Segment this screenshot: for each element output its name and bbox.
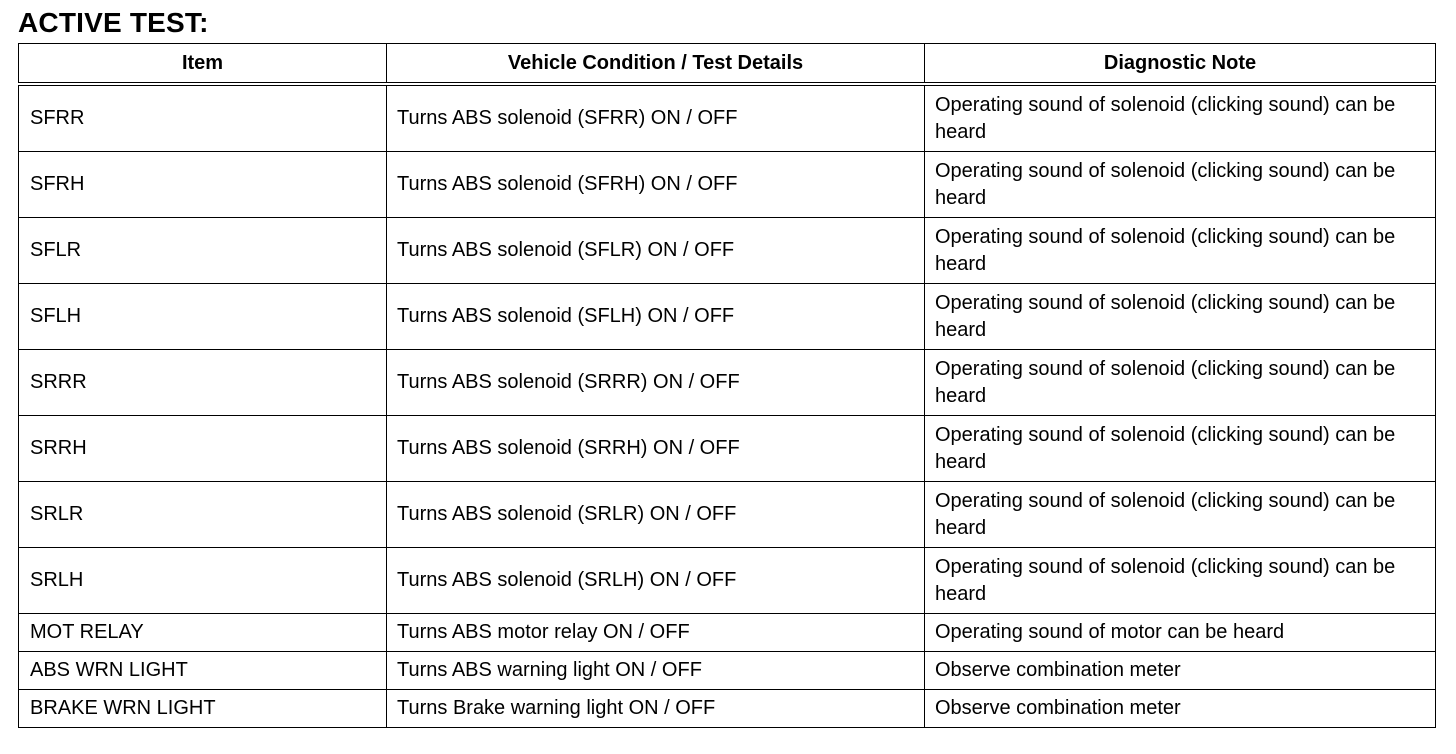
column-header-item: Item <box>19 44 387 85</box>
cell-item: BRAKE WRN LIGHT <box>19 690 387 728</box>
cell-details: Turns ABS warning light ON / OFF <box>387 652 925 690</box>
cell-item: SRRR <box>19 350 387 416</box>
cell-note: Observe combination meter <box>925 652 1436 690</box>
active-test-table <box>18 43 1436 728</box>
cell-note: Operating sound of solenoid (clicking sound) can be heard <box>925 152 1436 218</box>
cell-details: Turns ABS motor relay ON / OFF <box>387 614 925 652</box>
cell-item: SRRH <box>19 416 387 482</box>
table-row <box>19 152 1436 218</box>
cell-item: ABS WRN LIGHT <box>19 652 387 690</box>
cell-note: Operating sound of solenoid (clicking sound) can be heard <box>925 548 1436 614</box>
table-header-row <box>19 44 1436 85</box>
table-row <box>19 218 1436 284</box>
cell-item: SRLR <box>19 482 387 548</box>
cell-note: Operating sound of solenoid (clicking sound) can be heard <box>925 416 1436 482</box>
cell-note: Operating sound of solenoid (clicking sound) can be heard <box>925 350 1436 416</box>
table-row <box>19 690 1436 728</box>
table-row <box>19 350 1436 416</box>
cell-item: SFRR <box>19 84 387 152</box>
cell-note: Operating sound of motor can be heard <box>925 614 1436 652</box>
table-row <box>19 416 1436 482</box>
cell-details: Turns Brake warning light ON / OFF <box>387 690 925 728</box>
cell-details: Turns ABS solenoid (SFLR) ON / OFF <box>387 218 925 284</box>
cell-note: Operating sound of solenoid (clicking sound) can be heard <box>925 482 1436 548</box>
table-row <box>19 614 1436 652</box>
cell-details: Turns ABS solenoid (SFLH) ON / OFF <box>387 284 925 350</box>
cell-item: SRLH <box>19 548 387 614</box>
cell-note: Operating sound of solenoid (clicking sound) can be heard <box>925 218 1436 284</box>
cell-item: SFLR <box>19 218 387 284</box>
table-row <box>19 652 1436 690</box>
cell-note: Operating sound of solenoid (clicking sound) can be heard <box>925 84 1436 152</box>
cell-details: Turns ABS solenoid (SRLH) ON / OFF <box>387 548 925 614</box>
table-row <box>19 548 1436 614</box>
cell-item: MOT RELAY <box>19 614 387 652</box>
column-header-vehicle-condition: Vehicle Condition / Test Details <box>387 44 925 85</box>
cell-details: Turns ABS solenoid (SRLR) ON / OFF <box>387 482 925 548</box>
cell-details: Turns ABS solenoid (SRRH) ON / OFF <box>387 416 925 482</box>
column-header-diagnostic-note: Diagnostic Note <box>925 44 1436 85</box>
cell-details: Turns ABS solenoid (SFRH) ON / OFF <box>387 152 925 218</box>
cell-item: SFRH <box>19 152 387 218</box>
cell-details: Turns ABS solenoid (SFRR) ON / OFF <box>387 84 925 152</box>
cell-details: Turns ABS solenoid (SRRR) ON / OFF <box>387 350 925 416</box>
table-row <box>19 284 1436 350</box>
cell-note: Operating sound of solenoid (clicking sound) can be heard <box>925 284 1436 350</box>
cell-note: Observe combination meter <box>925 690 1436 728</box>
cell-item: SFLH <box>19 284 387 350</box>
table-row <box>19 84 1436 152</box>
page-title: ACTIVE TEST: <box>18 7 209 38</box>
table-row <box>19 482 1436 548</box>
